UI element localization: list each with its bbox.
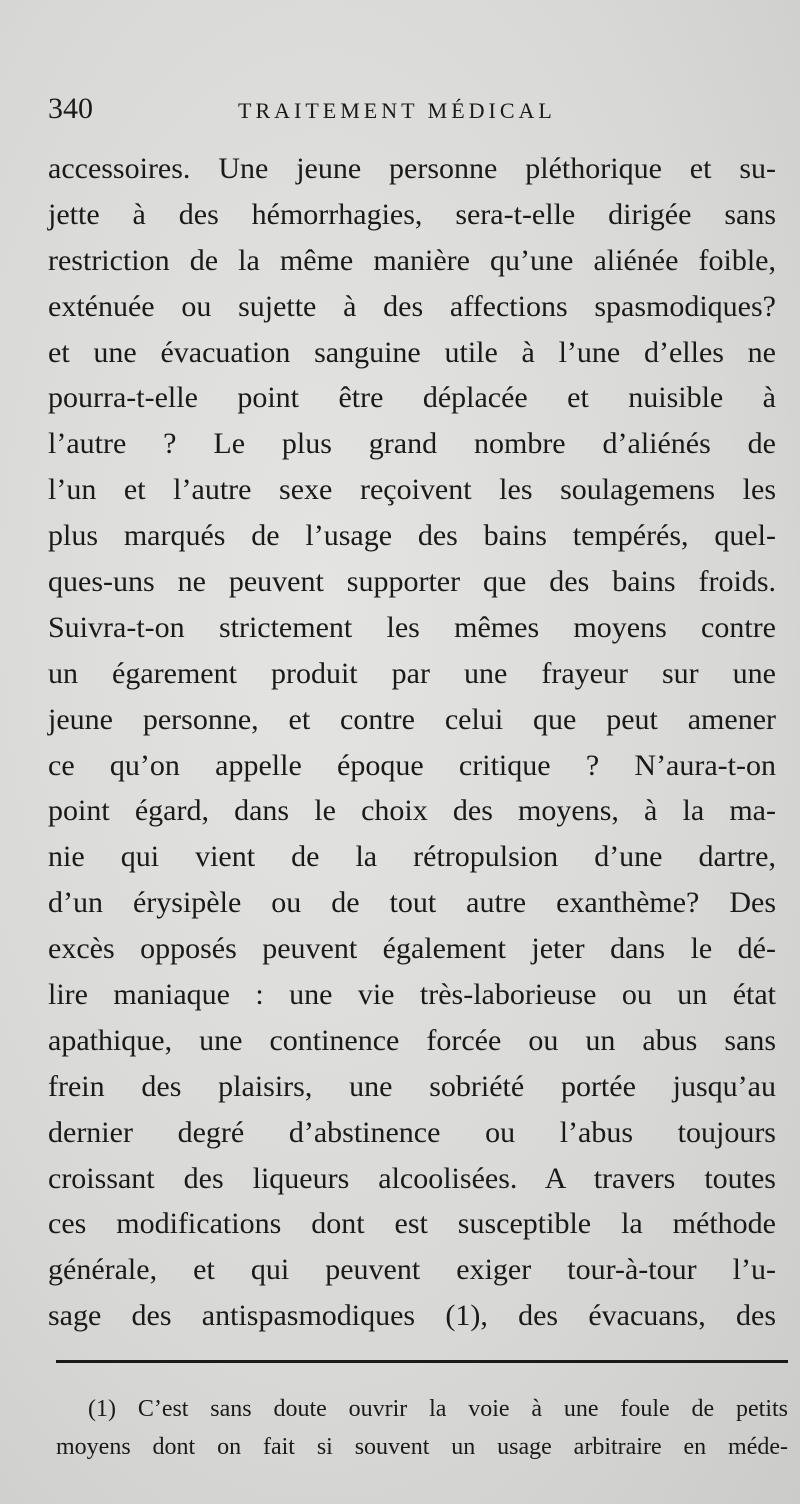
text-line: générale, et qui peuvent exiger tour-à-tour l’u-	[48, 1253, 776, 1287]
running-head: TRAITEMENT MÉDICAL	[238, 98, 556, 123]
text-line: jette à des hémorrhagies, sera-t-elle dirigée sans	[48, 197, 776, 231]
text-line: plus marqués de l’usage des bains tempérés, quel-	[48, 519, 776, 553]
footnote-rule	[56, 1360, 788, 1363]
text-line: frein des plaisirs, une sobriété portée jusqu’au	[48, 1069, 776, 1103]
text-line: dernier degré d’abstinence ou l’abus toujours	[48, 1115, 776, 1149]
text-line: lire maniaque : une vie très-laborieuse ou un état	[48, 978, 776, 1012]
footnote	[56, 1390, 788, 1466]
footnote-line: moyens dont on fait si souvent un usage arbitraire en méde-	[56, 1434, 788, 1460]
page-header	[48, 92, 768, 136]
text-line: croissant des liqueurs alcoolisées. A travers toutes	[48, 1161, 776, 1195]
text-line: restriction de la même manière qu’une aliénée foible,	[48, 243, 776, 277]
page-number: 340	[48, 92, 93, 125]
text-line: point égard, dans le choix des moyens, à la ma-	[48, 794, 776, 828]
text-line: jeune personne, et contre celui que peut amener	[48, 702, 776, 736]
text-line: d’un érysipèle ou de tout autre exanthème? Des	[48, 886, 776, 920]
text-line: nie qui vient de la rétropulsion d’une dartre,	[48, 840, 776, 874]
footnote-line: (1) C’est sans doute ouvrir la voie à une foule de petits	[88, 1396, 788, 1422]
text-line: apathique, une continence forcée ou un abus sans	[48, 1023, 776, 1057]
text-line: excès opposés peuvent également jeter dans le dé-	[48, 932, 776, 966]
text-line: Suivra-t-on strictement les mêmes moyens contre	[48, 610, 776, 644]
text-line: un égarement produit par une frayeur sur une	[48, 656, 776, 690]
text-line: et une évacuation sanguine utile à l’une d’elles ne	[48, 335, 776, 369]
text-line: exténuée ou sujette à des affections spasmodiques?	[48, 289, 776, 323]
body-text	[48, 146, 776, 1339]
text-line: sage des antispasmodiques (1), des évacuans, des	[48, 1299, 776, 1333]
text-line: l’un et l’autre sexe reçoivent les soulagemens les	[48, 473, 776, 507]
text-line: ce qu’on appelle époque critique ? N’aura-t-on	[48, 748, 776, 782]
text-line: accessoires. Une jeune personne pléthorique et su-	[48, 152, 776, 185]
text-line: ces modifications dont est susceptible la méthode	[48, 1207, 776, 1241]
text-line: ques-uns ne peuvent supporter que des bains froids.	[48, 565, 776, 599]
text-line: l’autre ? Le plus grand nombre d’aliénés de	[48, 427, 776, 461]
text-line: pourra-t-elle point être déplacée et nuisible à	[48, 381, 776, 415]
